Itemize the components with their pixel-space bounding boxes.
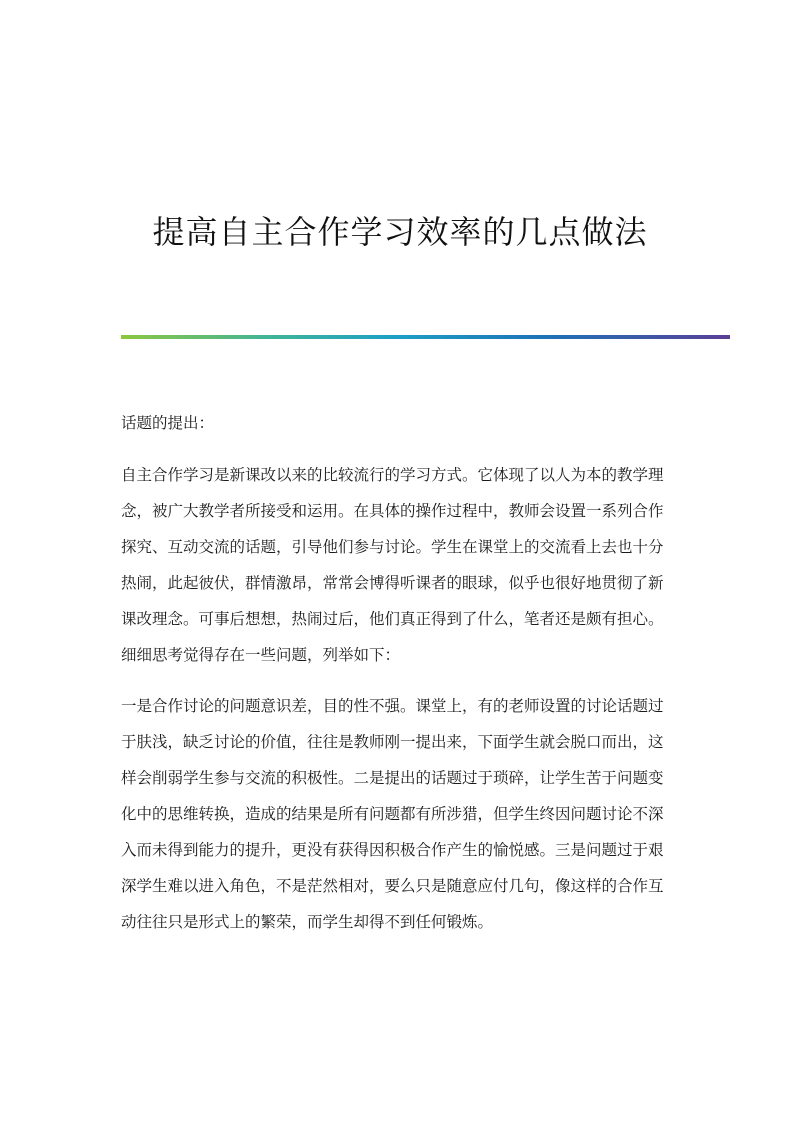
page-title: 提高自主合作学习效率的几点做法: [152, 213, 648, 252]
section-heading: 话题的提出：: [121, 414, 215, 432]
title-divider: [121, 335, 730, 339]
body-paragraph-2: 一是合作讨论的问题意识差，目的性不强。课堂上，有的老师设置的讨论话题过于肤浅，缺乏讨论的价值，往往是教师刚一提出来，下面学生就会脱口而出，这样会削弱学生参与交流的积极性。二是提出的话题过于琐碎，让学生苦于问题变化中的思维转换，造成的结果是所有问题都有所涉猎，但学生终因问题讨论不深入而未得到能力的提升，更没有获得因积极合作产生的愉悦感。三是问题过于艰深学生难以进入角色，不是茫然相对，要么只是随意应付几句，像这样的合作互动往往只是形式上的繁荣，而学生却得不到任何锻炼。: [121, 697, 664, 931]
body-paragraph-1: 自主合作学习是新课改以来的比较流行的学习方式。它体现了以人为本的教学理念，被广大教学者所接受和运用。在具体的操作过程中，教师会设置一系列合作探究、互动交流的话题，引导他们参与讨论。学生在课堂上的交流看上去也十分热闹，此起彼伏，群情激昂，常常会博得听课者的眼球，似乎也很好地贯彻了新课改理念。可事后想想，热闹过后，他们真正得到了什么，笔者还是颇有担心。细细思考觉得存在一些问题，列举如下：: [121, 466, 664, 664]
document-body: [121, 405, 674, 940]
